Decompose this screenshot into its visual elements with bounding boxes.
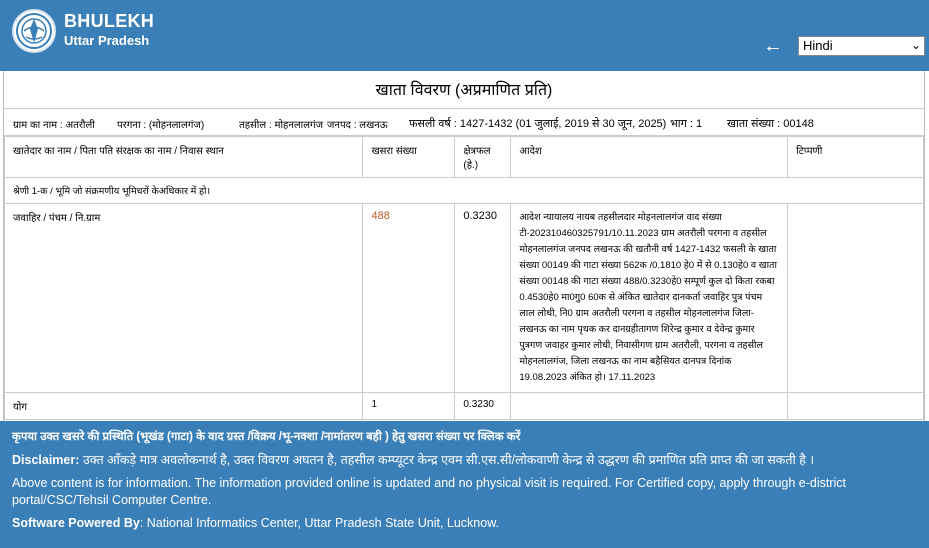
category-label: श्रेणी 1-क / भूमि जो संक्रमणीय भूमिधरों केअधिकार में हो। xyxy=(5,178,924,204)
powered-by-text: : National Informatics Center, Uttar Pradesh State Unit, Lucknow. xyxy=(139,516,500,530)
total-order-empty xyxy=(511,393,788,420)
remarks-cell xyxy=(788,204,924,393)
chevron-down-icon: ⌄ xyxy=(910,38,921,52)
meta-village: ग्राम का नाम : अतरौली xyxy=(13,120,95,131)
disclaimer xyxy=(12,452,917,469)
khasra-number-link[interactable]: 488 xyxy=(363,204,455,393)
header-khasra: खसरा संख्या xyxy=(363,137,455,178)
meta-fasli-year: फसली वर्ष : 1427-1432 (01 जुलाई, 2019 से 30 जून, 2025) xyxy=(409,118,667,130)
footer xyxy=(0,421,929,548)
powered-by-label: Software Powered By xyxy=(12,516,140,530)
meta-bhag: भाग : 1 xyxy=(670,118,703,130)
total-khasra-count: 1 xyxy=(363,393,455,420)
khata-meta-bar xyxy=(4,109,924,136)
table-row xyxy=(5,204,924,393)
app-subtitle: Uttar Pradesh xyxy=(64,33,150,48)
powered-by xyxy=(12,515,917,532)
meta-district: जनपद : लखनऊ xyxy=(327,120,388,131)
app-title: BHULEKH xyxy=(64,11,155,31)
info-text: Above content is for information. The information provided online is updated and no physical visit is required. For Certified copy, apply through e-district portal/CSC/Tehsil Computer Centre. xyxy=(12,476,847,507)
disclaimer-label: Disclaimer: xyxy=(12,453,80,467)
khasra-click-instruction: कृपया उक्त खसरे की प्रस्थिति (भूखंड (गाटा) के वाद ग्रस्त /विक्रय /भू-नक्शा /नामांतरण बही ) हेतु खसरा संख्या पर क्लिक करें xyxy=(12,431,521,443)
khata-detail-panel xyxy=(3,71,925,421)
language-select[interactable] xyxy=(798,36,925,56)
header-order: आदेश xyxy=(511,137,788,178)
total-remarks-empty xyxy=(788,393,924,420)
disclaimer-text: उक्त आँकड़े मात्र अवलोकनार्थ है, उक्त विवरण अघतन है, तहसील कम्प्यूटर केन्द्र एवम सी.एस.सी/लोकवाणी केन्द्र से उद्धरण की प्रमाणित प्रति प्राप्त की जा सकती है । xyxy=(82,453,815,467)
meta-pargana: परगना : (मोहनलालगंज) xyxy=(117,120,205,131)
header-owner: खातेदार का नाम / पिता पति संरक्षक का नाम / निवास स्थान xyxy=(5,137,363,178)
category-row xyxy=(5,178,924,204)
back-arrow-icon[interactable]: ← xyxy=(763,35,783,57)
header-remarks: टिप्पणी xyxy=(788,137,924,178)
language-select-value: Hindi xyxy=(803,38,833,53)
table-header-row xyxy=(5,137,924,178)
khata-table xyxy=(4,136,924,420)
header-area: क्षेत्रफल (हे.) xyxy=(455,137,511,178)
total-label: योग xyxy=(5,393,363,420)
header-bar xyxy=(0,0,929,71)
meta-khata-number: खाता संख्या : 00148 xyxy=(727,118,814,130)
total-row xyxy=(5,393,924,420)
area-cell: 0.3230 xyxy=(455,204,511,393)
page-title: खाता विवरण (अप्रमाणित प्रति) xyxy=(4,71,924,109)
up-emblem-logo-icon xyxy=(12,9,56,53)
meta-tehsil: तहसील : मोहनलालगंज xyxy=(239,120,324,131)
order-cell: आदेश न्यायालय नायब तहसीलदार मोहनलालगंज वाद संख्या टी-202310460325791/10.11.2023 ग्राम अतरौली परगना व तहसील मोहनलालगंज जनपद लखनऊ की खतौनी वर्ष 1427-1432 फसली के खाता संख्या 00149 की गाटा संख्या 562क /0.1810 हे0 में से 0.130हे0 व खाता संख्या 00148 की गाटा संख्या 488/0.3230हे0 सम्पूर्ण कुल दो किता रकबा 0.4530हे0 मा0गु0 60क से अंकित खातेदार दानकर्ता जवाहिर पुत्र पंचम लाल लोधी, नि0 ग्राम अतरौली परगना व तहसील मोहनलालगंज जिला-लखनऊ का नाम पृथक कर दानग्रहीतागण शिरेन्द्र कुमार व देवेन्द्र कुमार पुत्रगण जवाहर कुमार लोधी, निवासीगण ग्राम अतरौली, परगना व तहसील मोहनलालगंज, जिला लखनऊ का नाम बहैसियत दानपत्र दिनांक 19.08.2023 अंकित हो। 17.11.2023 xyxy=(511,204,788,393)
total-area: 0.3230 xyxy=(455,393,511,420)
owner-cell: जवाहिर / पंचम / नि.ग्राम xyxy=(5,204,363,393)
